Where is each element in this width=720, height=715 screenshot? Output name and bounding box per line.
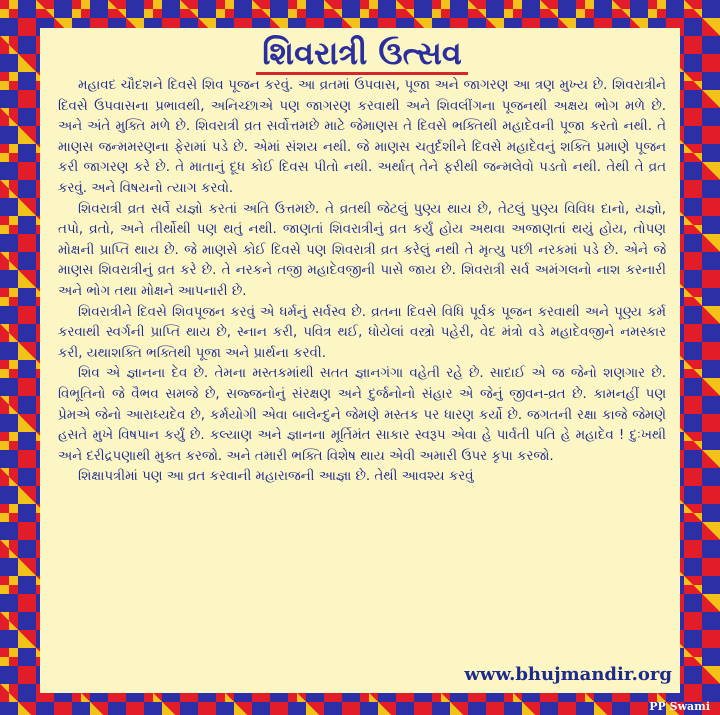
paragraph-1: મહાવદ ચૌદશને દિવસે શિવ પૂજન કરવું. આ વ્રતમાં ઉપવાસ, પૂજા અને જાગરણ આ ત્રણ મુખ્ય છે. શિવરાત્રીને દિવસે ઉપવાસના પ્રભાવથી, અનિચ્છાએ પણ જાગરણ કરવાથી અને શિવલીંગના પૂજનથી અક્ષય ભોગ મળે છે. અને અંતે મુક્તિ મળે છે. શિવરાત્રી વ્રત સર્વોત્તમછે માટે જેમાણસ તે દિવસે ભક્તિથી મહાદેવની પૂજા કરતો નથી. તે માણસ જન્મમરણના ફેરામાં પડે છે. એમાં સંશય નથી. જે માણસ ચતુર્દશીને દિવસે મહાદેવનું શક્તિ પ્રમાણે પૂજન કરી જાગરણ કરે છે. તે માતાનું દૂધ કોઈ દિવસ પીતો નથી. અર્થાત્ તેને ફરીથી જન્મલેવો પડતો નથી. તેથી તે વ્રત કરવું. અને વિષયનો ત્યાગ કરવો. [58,78,666,196]
paragraph-3: શિવરાત્રીને દિવસે શિવપૂજન કરવું એ ધર્મનું સર્વસ્વ છે. વ્રતના દિવસે વિધિ પૂર્વક પૂજન કરવાથી અને પૂણ્ય કર્મ કરવાથી સ્વર્ગની પ્રાપ્તિ થાય છે, સ્નાન કરી, પવિત્ર થઈ, ધોયેલાં વસ્ત્રો પહેરી, વેદ મંત્રો વડે મહાદેવજીને નમસ્કાર કરી, યથાશક્તિ ભક્તિથી પૂજા અને પ્રાર્થના કરવી. [58,304,666,361]
website-link[interactable]: www.bhujmandir.org [464,664,672,685]
title-area [58,28,666,76]
credit-text: PP Swami [649,700,710,713]
article-body [58,76,666,488]
paragraph-5: શિક્ષાપત્રીમાં પણ આ વ્રત કરવાની મહારાજની આજ્ઞા છે. તેથી આવશ્ય કરવું [78,469,474,485]
page-title: શિવરાત્રી ઉત્સવ [256,34,468,75]
content-panel [40,28,680,693]
paragraph-4: શિવ એ જ્ઞાનના દેવ છે. તેમના મસ્તકમાંથી સતત જ્ઞાનગંગા વહેતી રહે છે. સાદાઈ એ જ જેનો શણગાર છે. વિભૂતિનો જે વૈભવ સમજે છે, સજ્જનોનું સંરક્ષણ અને દુર્જનોનો સંહાર એ જેનું જીવન-વ્રત છે. કામનહીં પણ પ્રેમએ જેનો આરાધ્યદેવ છે, કર્મયોગી એવા બાલેન્દુને જેમણે મસ્તક પર ધારણ કર્યો છે. જગતની રક્ષા કાજે જેમણે હસતે મુખે વિષપાન કર્યું છે. કલ્યાણ અને જ્ઞાનના મૂર્તિમંત સાકાર સ્વરૂપ એવા હે પાર્વતી પતિ હે મહાદેવ ! દુઃખથી અને દરીદ્રપણાથી મુક્ત કરજો. અને તમારી ભક્તિ વિશેષ થાય એવી અમારી ઉપર કૃપા કરજો. [58,366,666,464]
paragraph-2: શિવરાત્રી વ્રત સર્વે યજ્ઞો કરતાં અતિ ઉત્તમછે. તે વ્રતથી જેટલું પુણ્ય થાય છે, તેટલું પુણ્ય વિવિધ દાનો, યજ્ઞો, તપો, વ્રતો, અને તીર્થોથી પણ થતું નથી. જાણતાં શિવરાત્રીનું વ્રત કર્યું હોય અથવા અજાણતાં થયું હોય, તોપણ મોક્ષની પ્રાપ્તિ થાય છે. જે માણસે કોઈ દિવસે પણ શિવરાત્રી વ્રત કરેલું નથી તે મૃત્યુ પછી નરકમાં પડે છે. એને જે માણસ શિવરાત્રીનું વ્રત કરે છે. તે નરકને તજી મહાદેવજીની પાસે જાય છે. શિવરાત્રી સર્વ અમંગલનો નાશ કરનારી અને ભોગ તથા મોક્ષને આપનારી છે. [58,201,666,299]
